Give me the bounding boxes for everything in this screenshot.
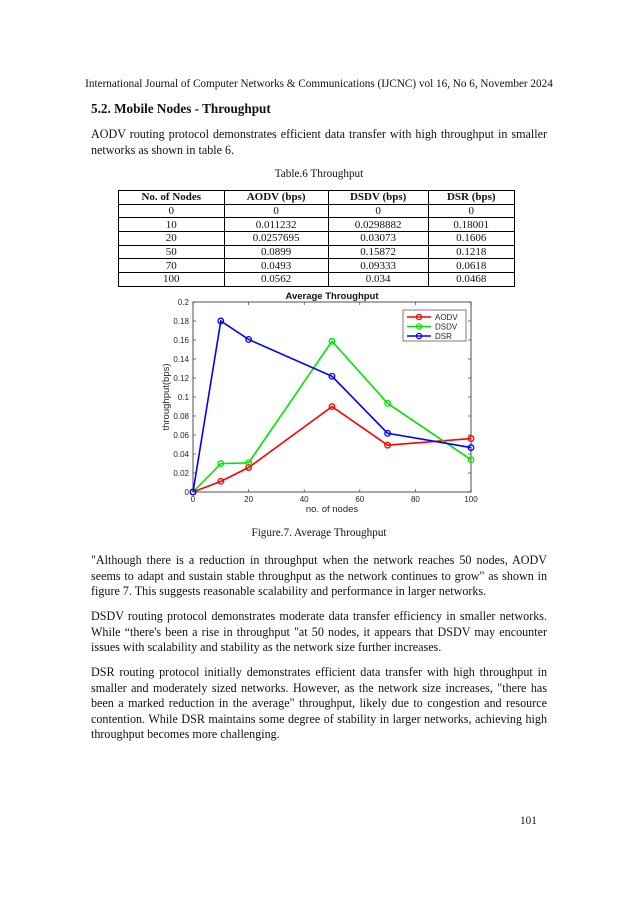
x-axis-label: no. of nodes — [305, 504, 359, 515]
table-cell: 0.0298882 — [328, 218, 428, 232]
table-cell: 0.0493 — [224, 259, 328, 273]
y-tick-label: 0.16 — [173, 336, 189, 345]
table-cell: 0 — [428, 204, 514, 218]
intro-paragraph: AODV routing protocol demonstrates efficient data transfer with high throughput in smaller networks as shown in table 6. — [91, 127, 547, 157]
section-title: 5.2. Mobile Nodes - Throughput — [91, 101, 271, 116]
x-tick-label: 80 — [410, 495, 420, 504]
y-tick-label: 0 — [184, 488, 189, 497]
x-tick-label: 0 — [190, 495, 196, 504]
paragraph-dsr: DSR routing protocol initially demonstrates efficient data transfer with high throughput in smaller and moderately sized networks. However, as the network size increases, "there has been a marked reduction in the average" throughput, likely due to congestion and resource contention. While DSR maintains some degree of stability in larger networks, achieving high throughput becomes more challenging. — [91, 665, 547, 742]
y-tick-label: 0.06 — [173, 431, 189, 440]
legend-label-dsr: DSR — [435, 332, 452, 341]
table-caption: Table.6 Throughput — [274, 168, 364, 180]
table-cell: 0.0468 — [428, 273, 514, 287]
table-cell: 0.09333 — [328, 259, 428, 273]
table-cell: 0 — [224, 204, 328, 218]
table-cell: 0.0562 — [224, 273, 328, 287]
table-header-cell: AODV (bps) — [224, 191, 328, 205]
x-tick-label: 100 — [464, 495, 478, 504]
y-tick-label: 0.02 — [173, 469, 189, 478]
x-tick-label: 60 — [355, 495, 365, 504]
y-tick-label: 0.1 — [177, 393, 189, 402]
figure-caption: Figure.7. Average Throughput — [251, 527, 387, 539]
x-tick-label: 40 — [299, 495, 309, 504]
table-cell: 0.03073 — [328, 232, 428, 246]
y-tick-label: 0.08 — [173, 412, 189, 421]
table-cell: 70 — [119, 259, 225, 273]
table-cell: 0.0899 — [224, 245, 328, 259]
y-tick-label: 0.12 — [173, 374, 189, 383]
table-cell: 0.15872 — [328, 245, 428, 259]
table-cell: 0.034 — [328, 273, 428, 287]
chart-title: Average Throughput — [285, 291, 379, 302]
table-cell: 0 — [119, 204, 225, 218]
page-number: 101 — [520, 815, 537, 827]
y-axis-label: throughput(bps) — [161, 363, 172, 431]
legend-label-aodv: AODV — [435, 313, 458, 322]
paragraph-dsdv: DSDV routing protocol demonstrates moderate data transfer efficiency in smaller networks. While “there's been a rise in throughput "at 50 nodes, it appears that DSDV may encounter issues with scalability and stability as the network size further increases. — [91, 609, 547, 655]
table-cell: 0.0257695 — [224, 232, 328, 246]
table-cell: 0.1218 — [428, 245, 514, 259]
y-tick-label: 0.18 — [173, 317, 189, 326]
x-tick-label: 20 — [244, 495, 254, 504]
table-cell: 20 — [119, 232, 225, 246]
table-cell: 10 — [119, 218, 225, 232]
paragraph-aodv: "Although there is a reduction in throughput when the network reaches 50 nodes, AODV seems to adapt and sustain stable throughput as the network continues to grow" as shown in figure 7. This suggests reasonable scalability and performance in larger networks. — [91, 553, 547, 599]
table-header-cell: DSR (bps) — [428, 191, 514, 205]
journal-header: International Journal of Computer Networks & Communications (IJCNC) vol 16, No 6, November 2024 — [85, 78, 553, 90]
table-cell: 0.1606 — [428, 232, 514, 246]
y-tick-label: 0.14 — [173, 355, 189, 364]
table-cell: 0.011232 — [224, 218, 328, 232]
y-tick-label: 0.2 — [177, 298, 189, 307]
table-cell: 0.0618 — [428, 259, 514, 273]
y-tick-label: 0.04 — [173, 450, 189, 459]
table-header-cell: DSDV (bps) — [328, 191, 428, 205]
table-cell: 100 — [119, 273, 225, 287]
table-cell: 50 — [119, 245, 225, 259]
table-cell: 0.18001 — [428, 218, 514, 232]
table-cell: 0 — [328, 204, 428, 218]
legend-label-dsdv: DSDV — [435, 322, 458, 332]
table-header-cell: No. of Nodes — [119, 191, 225, 205]
